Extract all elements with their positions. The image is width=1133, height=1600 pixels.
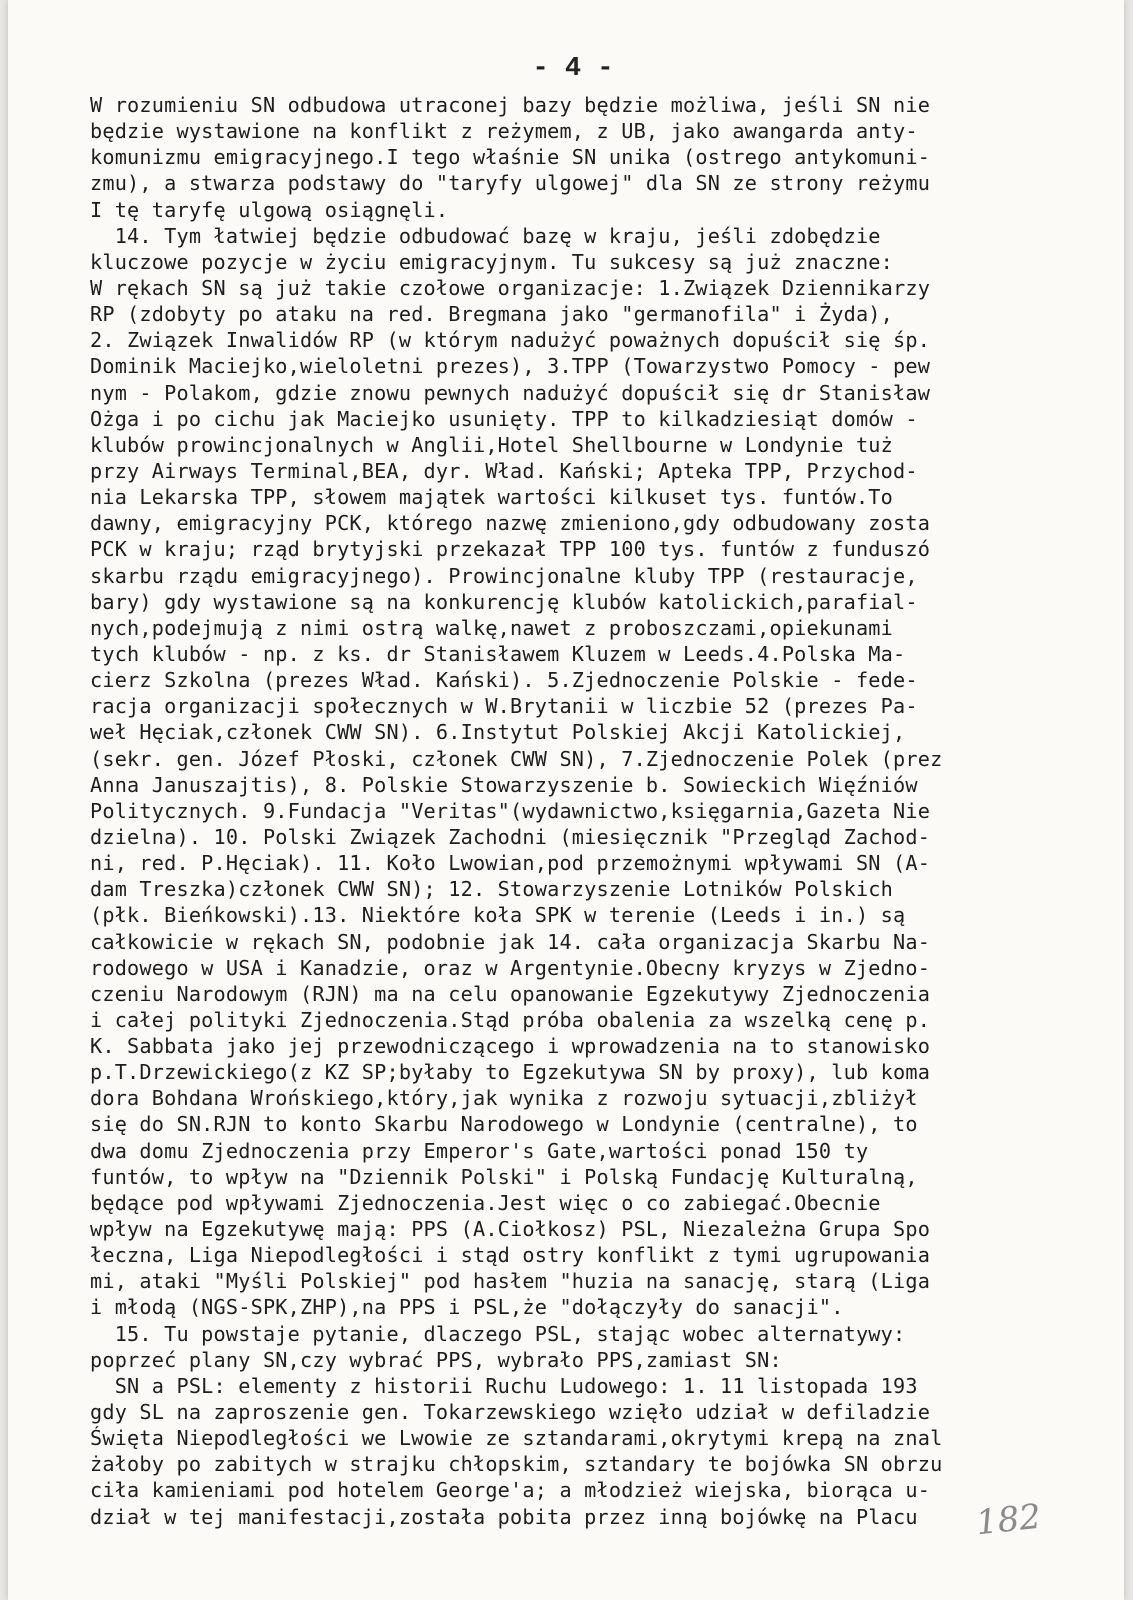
text-line: i całej polityki Zjednoczenia.Stąd próba obalenia za wszelką cenę p. [90, 1007, 931, 1032]
text-line: wpływ na Egzekutywę mają: PPS (A.Ciołkosz) PSL, Niezależna Grupa Spo [90, 1217, 931, 1242]
text-line: Święta Niepodległości we Lwowie ze sztandarami,okrytymi krepą na znal [90, 1426, 943, 1451]
text-line: dzielna). 10. Polski Związek Zachodni (miesięcznik "Przegląd Zachod- [90, 824, 931, 849]
text-line: weł Hęciak,członek CWW SN). 6.Instytut Polskiej Akcji Katolickiej, [90, 720, 906, 745]
text-line: funtów, to wpływ na "Dziennik Polski" i Polską Fundację Kulturalną, [90, 1164, 918, 1189]
text-line: się do SN.RJN to konto Skarbu Narodowego w Londynie (centralne), to [90, 1112, 918, 1137]
text-line: dora Bohdana Wrońskiego,który,jak wynika z rozwoju sytuacji,zbliżył [90, 1086, 918, 1111]
text-line: żałoby po zabitych w strajku chłopskim, sztandary te bojówka SN obrzu [90, 1452, 943, 1477]
body-text [90, 92, 1133, 1530]
text-line: K. Sabbata jako jej przewodniczącego i wprowadzenia na to stanowisko [90, 1034, 931, 1059]
text-line: będzie wystawione na konflikt z reżymem, z UB, jako awangarda anty- [90, 119, 918, 144]
text-line: PCK w kraju; rząd brytyjski przekazał TPP 100 tys. funtów z funduszó [90, 537, 931, 562]
handwritten-folio-number: 182 [974, 1496, 1043, 1544]
text-line: dwa domu Zjednoczenia przy Emperor's Gate,wartości ponad 150 ty [90, 1138, 869, 1163]
text-line: RP (zdobyty po ataku na red. Bregmana jako "germanofila" i Żyda), [90, 302, 894, 327]
text-line: klubów prowincjonalnych w Anglii,Hotel Shellbourne w Londynie tuż [90, 432, 894, 457]
text-line: W rękach SN są już takie czołowe organizacje: 1.Związek Dziennikarzy [90, 275, 931, 300]
text-line: będące pod wpływami Zjednoczenia.Jest więc o co zabiegać.Obecnie [90, 1190, 881, 1215]
text-line: skarbu rządu emigracyjnego). Prowincjonalne kluby TPP (restauracje, [90, 563, 918, 588]
text-line: łeczna, Liga Niepodległości i stąd ostry konflikt z tymi ugrupowania [90, 1243, 931, 1268]
text-line: przy Airways Terminal,BEA, dyr. Wład. Kański; Apteka TPP, Przychod- [90, 458, 918, 483]
text-line: ciła kamieniami pod hotelem George'a; a młodzież wiejska, biorąca u- [90, 1478, 931, 1503]
text-line: mi, ataki "Myśli Polskiej" pod hasłem "huzia na sanację, starą (Liga [90, 1269, 931, 1294]
text-line: nym - Polakom, gdzie znowu pewnych nadużyć dopuścił się dr Stanisław [90, 380, 931, 405]
text-line: poprzeć plany SN,czy wybrać PPS, wybrało PPS,zamiast SN: [90, 1347, 782, 1372]
text-line: dam Treszka)członek CWW SN); 12. Stowarzyszenie Lotników Polskich [90, 877, 894, 902]
text-line: bary) gdy wystawione są na konkurencję klubów katolickich,parafial- [90, 589, 918, 614]
text-line: Dominik Maciejko,wieloletni prezes), 3.TPP (Towarzystwo Pomocy - pew [90, 354, 931, 379]
text-line: kluczowe pozycje w życiu emigracyjnym. Tu sukcesy są już znaczne: [90, 249, 894, 274]
text-line: SN a PSL: elementy z historii Ruchu Ludowego: 1. 11 listopada 193 [90, 1373, 918, 1398]
text-line: (płk. Bieńkowski).13. Niektóre koła SPK w terenie (Leeds i in.) są [90, 903, 906, 928]
text-line: Politycznych. 9.Fundacja "Veritas"(wydawnictwo,księgarnia,Gazeta Nie [90, 798, 931, 823]
text-line: p.T.Drzewickiego(z KZ SP;byłaby to Egzekutywa SN by proxy), lub koma [90, 1060, 931, 1085]
text-line: czeniu Narodowym (RJN) ma na celu opanowanie Egzekutywy Zjednoczenia [90, 981, 931, 1006]
text-line: nych,podejmują z nimi ostrą walkę,nawet z proboszczami,opiekunami [90, 615, 894, 640]
text-line: komunizmu emigracyjnego.I tego właśnie SN unika (ostrego antykomuni- [90, 145, 931, 170]
text-line: rodowego w USA i Kanadzie, oraz w Argentynie.Obecny kryzys w Zjedno- [90, 955, 931, 980]
text-line: Anna Januszajtis), 8. Polskie Stowarzyszenie b. Sowieckich Więźniów [90, 772, 918, 797]
text-line: racja organizacji społecznych w W.Brytanii w liczbie 52 (prezes Pa- [90, 694, 918, 719]
text-line: Ożga i po cichu jak Maciejko usunięty. TPP to kilkadziesiąt domów - [90, 406, 918, 431]
text-line: 14. Tym łatwiej będzie odbudować bazę w kraju, jeśli zdobędzie [90, 223, 881, 248]
text-line: cierz Szkolna (prezes Wład. Kański). 5.Zjednoczenie Polskie - fede- [90, 668, 918, 693]
text-line: I tę taryfę ulgową osiągnęli. [90, 197, 449, 222]
text-line: 2. Związek Inwalidów RP (w którym nadużyć poważnych dopuścił się śp. [90, 328, 931, 353]
text-line: zmu), a stwarza podstawy do "taryfy ulgowej" dla SN ze strony reżymu [90, 171, 931, 196]
document-page [8, 0, 1124, 1600]
text-line: gdy SL na zaproszenie gen. Tokarzewskiego wzięło udział w defiladzie [90, 1400, 931, 1425]
text-line: dział w tej manifestacji,została pobita przez inną bojówkę na Placu [90, 1504, 918, 1529]
page-number: - 4 - [532, 54, 614, 84]
text-line: tych klubów - np. z ks. dr Stanisławem Kluzem w Leeds.4.Polska Ma- [90, 641, 906, 666]
text-line: (sekr. gen. Józef Płoski, członek CWW SN), 7.Zjednoczenie Polek (prez [90, 746, 943, 771]
text-line: ni, red. P.Hęciak). 11. Koło Lwowian,pod przemożnymi wpływami SN (A- [90, 851, 931, 876]
text-line: W rozumieniu SN odbudowa utraconej bazy będzie możliwa, jeśli SN nie [90, 93, 931, 117]
text-line: nia Lekarska TPP, słowem majątek wartości kilkuset tys. funtów.To [90, 485, 894, 510]
text-line: i młodą (NGS-SPK,ZHP),na PPS i PSL,że "dołączyły do sanacji". [90, 1295, 844, 1320]
text-line: 15. Tu powstaje pytanie, dlaczego PSL, stając wobec alternatywy: [90, 1321, 906, 1346]
text-line: dawny, emigracyjny PCK, którego nazwę zmieniono,gdy odbudowany zosta [90, 511, 931, 536]
text-line: całkowicie w rękach SN, podobnie jak 14. cała organizacja Skarbu Na- [90, 929, 931, 954]
